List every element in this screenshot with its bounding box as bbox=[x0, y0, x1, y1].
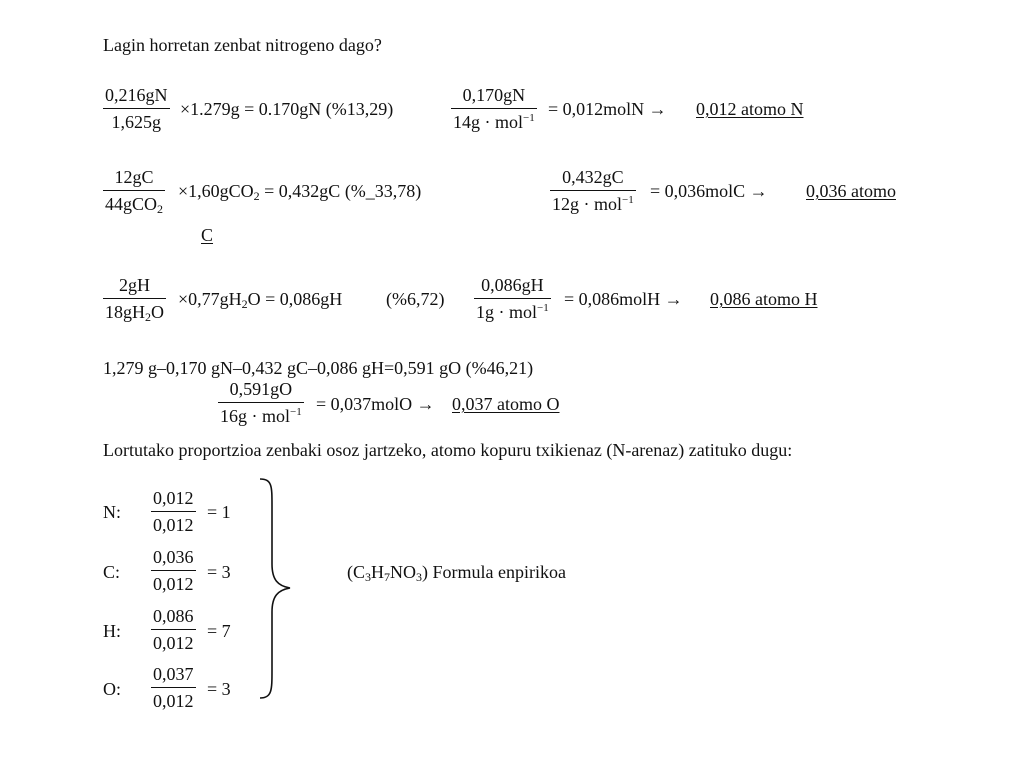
den-text: 14g · mol bbox=[453, 112, 523, 132]
formula-close: ) bbox=[422, 562, 428, 582]
n-fraction-2 bbox=[451, 86, 537, 131]
h-mass-tail: O = 0,086gH bbox=[247, 289, 343, 309]
c-mass-text: ×1,60gCO bbox=[178, 181, 254, 201]
n-mass-calculation: ×1.279g = 0.170gN (%13,29) bbox=[180, 99, 394, 119]
ratio-label-o: O: bbox=[103, 679, 121, 699]
formula-sub-h: 7 bbox=[384, 570, 390, 584]
den-subscript: 2 bbox=[145, 310, 151, 324]
den-exponent: −1 bbox=[537, 302, 549, 314]
ratio-label-c: C: bbox=[103, 562, 121, 582]
den-exponent: −1 bbox=[622, 194, 634, 206]
h-fraction-2 bbox=[474, 276, 551, 321]
fraction-numerator: 0,036 bbox=[153, 547, 194, 567]
den-text-tail: O bbox=[151, 302, 164, 322]
fraction-numerator: 0,086gH bbox=[481, 275, 544, 295]
fraction-denominator: 0,012 bbox=[151, 687, 196, 710]
c-atom-result-wrap: C bbox=[201, 225, 214, 245]
o-moles-equation: = 0,037molO → bbox=[316, 394, 435, 414]
h-moles-equation: = 0,086molH → bbox=[564, 289, 683, 309]
o-atom-result: 0,037 atomo O bbox=[452, 394, 560, 414]
fraction-numerator: 0,216gN bbox=[105, 85, 168, 105]
ratio-intro-text: Lortutako proportzioa zenbaki osoz jartzeko, atomo kopuru txikienaz (N-arenaz) zatituko dugu: bbox=[103, 440, 793, 460]
fraction-numerator: 0,170gN bbox=[462, 85, 526, 105]
fraction-denominator bbox=[474, 298, 551, 321]
fraction-denominator bbox=[103, 298, 166, 324]
formula-caption: Formula enpirikoa bbox=[432, 562, 566, 582]
c-mass-tail: = 0,432gC (%_33,78) bbox=[259, 181, 422, 201]
c-atom-result: 0,036 atomo bbox=[806, 181, 896, 201]
den-text: 1g · mol bbox=[476, 302, 537, 322]
den-text: 16g · mol bbox=[220, 406, 290, 426]
n-moles-equation: = 0,012molN → bbox=[548, 99, 667, 119]
oxygen-mass-line: 1,279 g–0,170 gN–0,432 gC–0,086 gH=0,591 gO (%46,21) bbox=[103, 358, 534, 378]
fraction-denominator: 1,625g bbox=[103, 108, 170, 131]
curly-brace-icon bbox=[254, 476, 294, 701]
o-fraction bbox=[218, 380, 304, 425]
question-heading: Lagin horretan zenbat nitrogeno dago? bbox=[103, 35, 382, 55]
den-text: 12g · mol bbox=[552, 194, 622, 214]
fraction-numerator: 12gC bbox=[114, 167, 154, 187]
c-moles-equation: = 0,036molC → bbox=[650, 181, 768, 201]
empirical-formula bbox=[347, 562, 566, 584]
n-atom-result: 0,012 atomo N bbox=[696, 99, 804, 119]
formula-h: H bbox=[371, 562, 384, 582]
c-mass-subscript: 2 bbox=[253, 189, 260, 203]
fraction-numerator: 0,086 bbox=[153, 606, 194, 626]
fraction-denominator bbox=[103, 190, 165, 216]
c-fraction-2 bbox=[550, 168, 636, 213]
fraction-numerator: 2gH bbox=[119, 275, 150, 295]
fraction-denominator bbox=[550, 190, 636, 213]
fraction-denominator: 0,012 bbox=[151, 629, 196, 652]
ratio-result-c: = 3 bbox=[207, 562, 231, 582]
den-exponent: −1 bbox=[523, 112, 535, 124]
fraction-numerator: 0,432gC bbox=[562, 167, 624, 187]
h-atom-result: 0,086 atomo H bbox=[710, 289, 818, 309]
h-fraction-1 bbox=[103, 275, 166, 324]
formula-no: NO bbox=[390, 562, 416, 582]
den-subscript: 2 bbox=[157, 202, 164, 216]
h-percentage: (%6,72) bbox=[386, 289, 445, 309]
fraction-denominator bbox=[451, 108, 537, 131]
formula-sub-c: 3 bbox=[365, 570, 371, 584]
formula-sub-o: 3 bbox=[416, 570, 422, 584]
h-mass-calculation bbox=[178, 289, 343, 311]
ratio-label-n: N: bbox=[103, 502, 121, 522]
ratio-label-h: H: bbox=[103, 621, 121, 641]
ratio-fraction-h bbox=[151, 607, 196, 652]
fraction-denominator: 0,012 bbox=[151, 570, 196, 593]
ratio-fraction-n bbox=[151, 489, 196, 534]
c-fraction-1 bbox=[103, 167, 165, 216]
formula-open: (C bbox=[347, 562, 365, 582]
den-text: 18gH bbox=[105, 302, 145, 322]
ratio-result-n: = 1 bbox=[207, 502, 231, 522]
den-exponent: −1 bbox=[290, 406, 302, 418]
ratio-fraction-c bbox=[151, 548, 196, 593]
ratio-result-o: = 3 bbox=[207, 679, 231, 699]
c-mass-calculation bbox=[178, 181, 422, 203]
ratio-result-h: = 7 bbox=[207, 621, 231, 641]
ratio-fraction-o bbox=[151, 665, 196, 710]
fraction-numerator: 0,591gO bbox=[229, 379, 293, 399]
h-mass-subscript: 2 bbox=[241, 297, 248, 311]
fraction-denominator: 0,012 bbox=[151, 511, 196, 534]
fraction-numerator: 0,037 bbox=[153, 664, 194, 684]
fraction-numerator: 0,012 bbox=[153, 488, 194, 508]
h-mass-text: ×0,77gH bbox=[178, 289, 242, 309]
n-fraction-1 bbox=[103, 86, 170, 131]
fraction-denominator bbox=[218, 402, 304, 425]
den-text: 44gCO bbox=[105, 194, 158, 214]
